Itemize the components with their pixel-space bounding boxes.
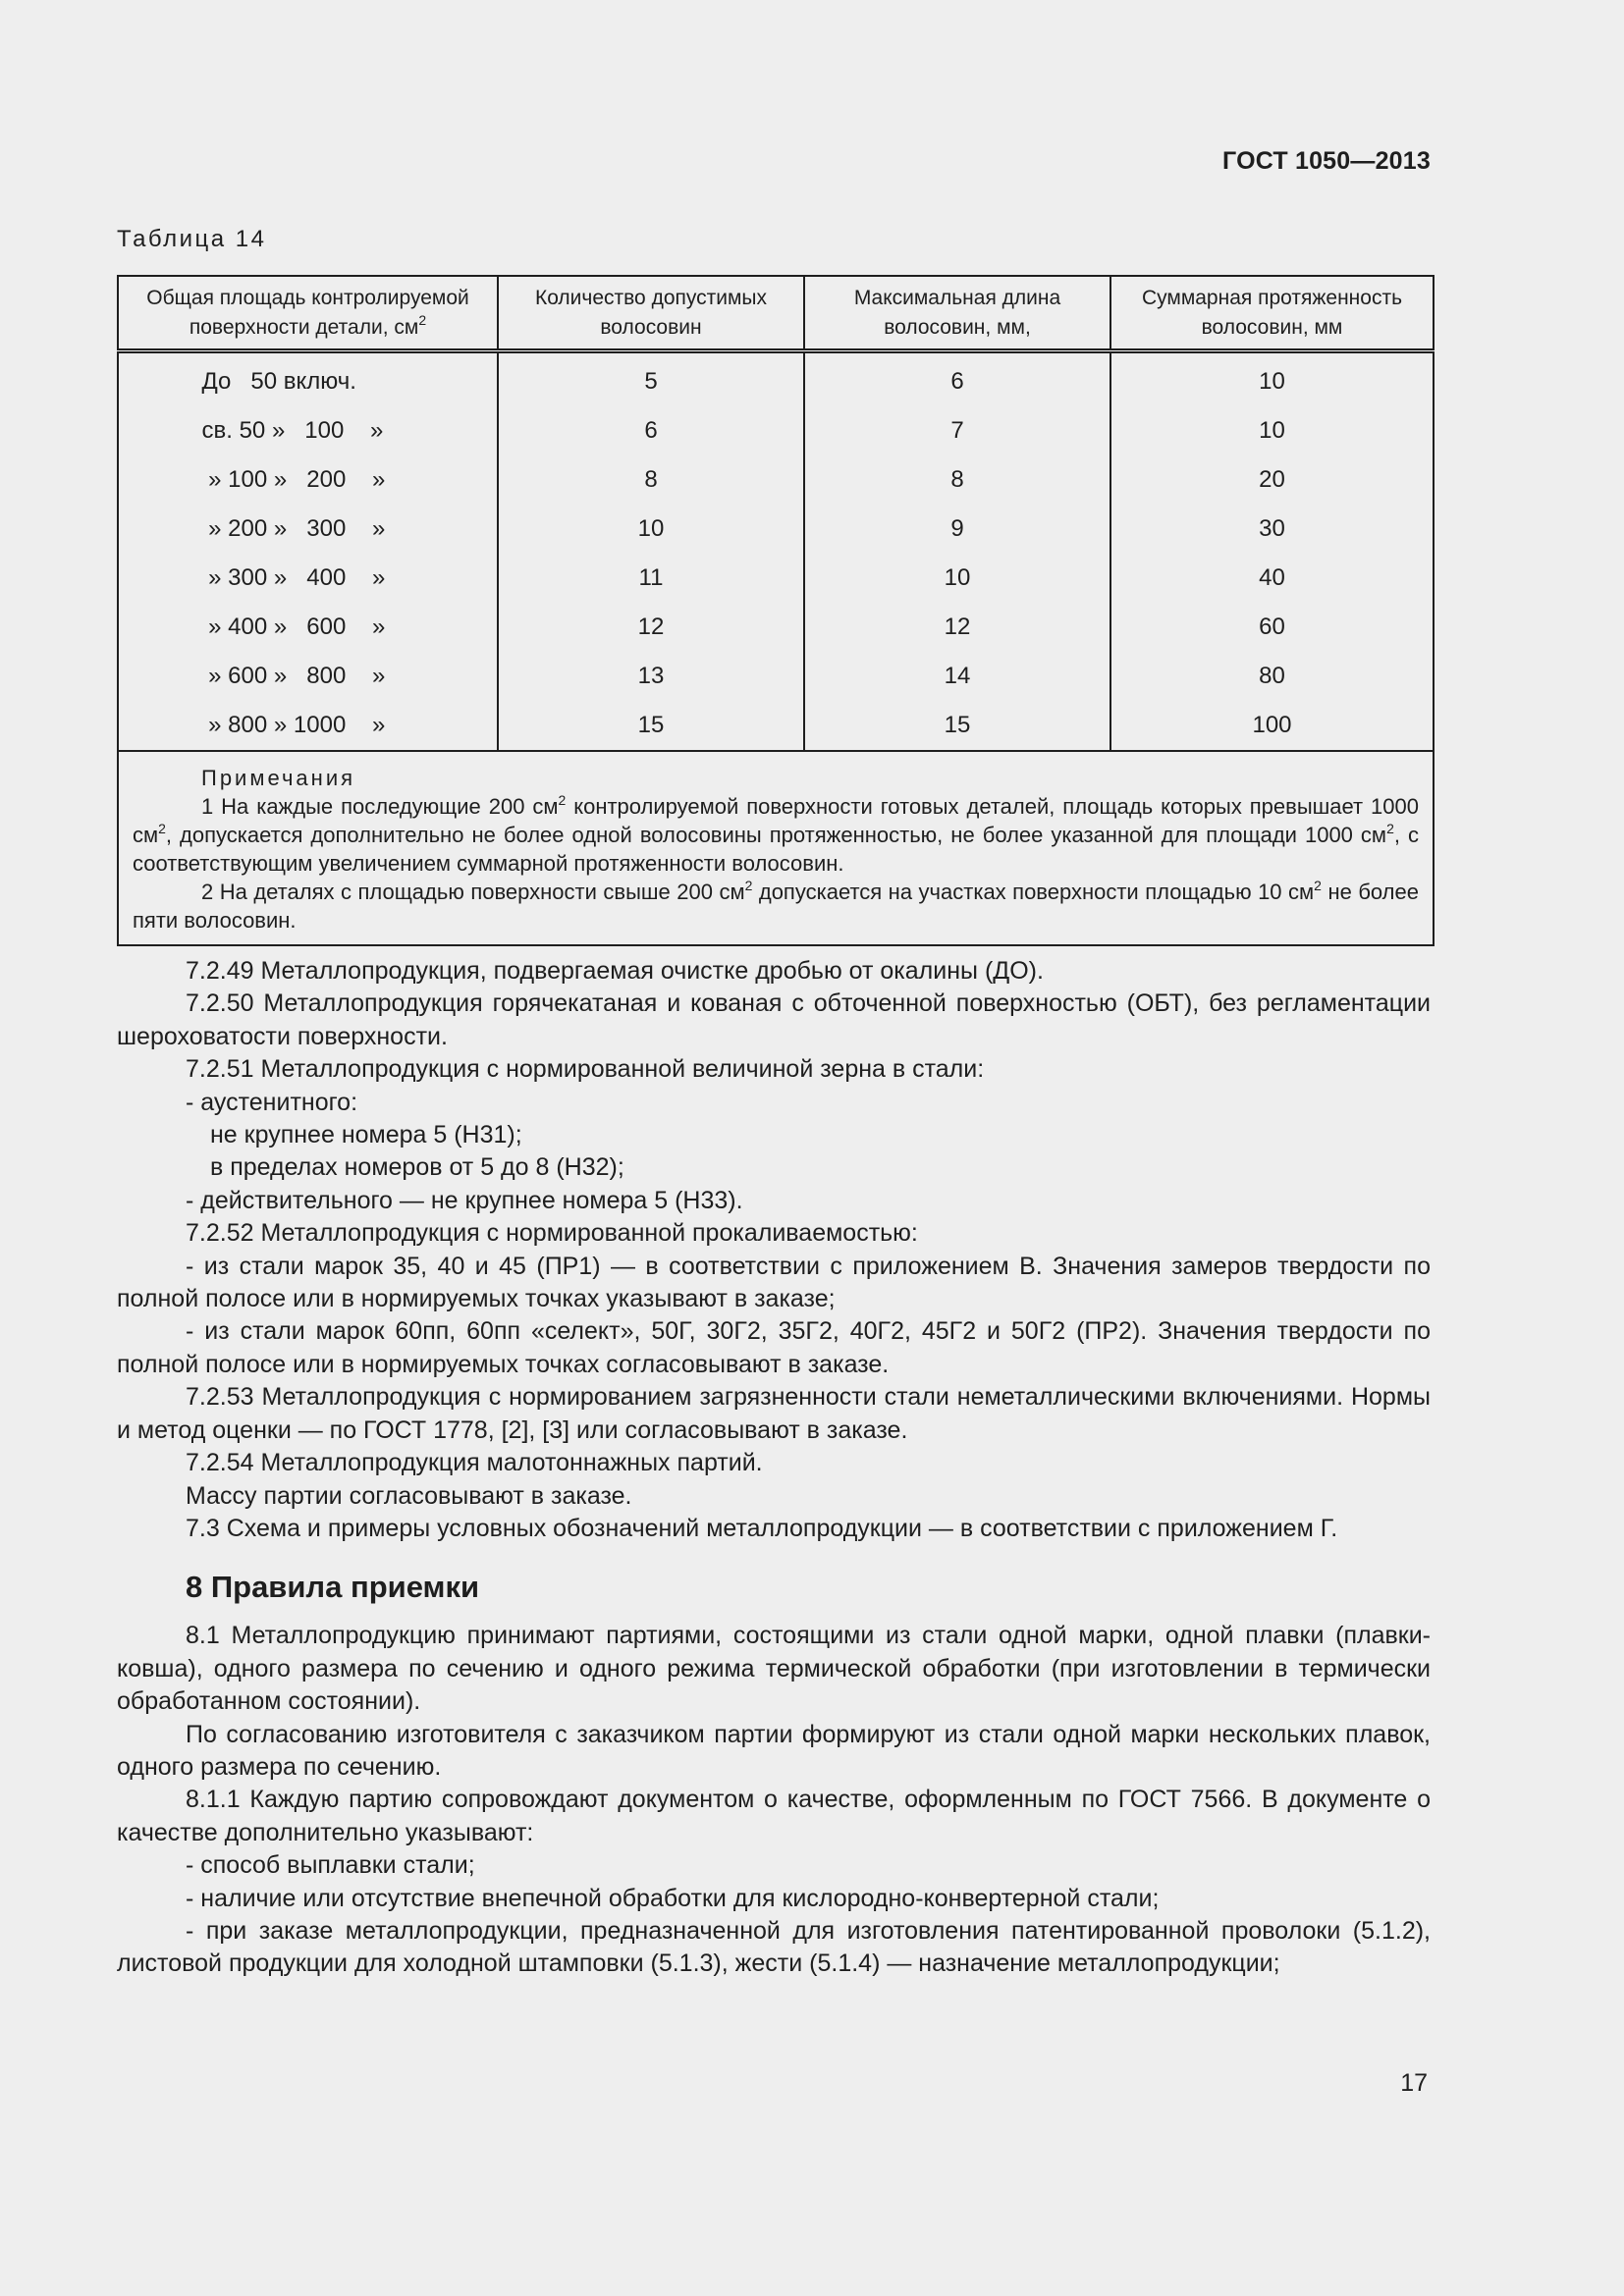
table-row	[118, 505, 1434, 554]
area-range-text: » 300 » 400 »	[201, 564, 386, 591]
table-row	[118, 554, 1434, 603]
col-header-area: Общая площадь контролируемой поверхности детали, $см^2$	[118, 276, 498, 351]
section-heading: 8 Правила приемки	[186, 1570, 480, 1605]
table-header-row	[118, 276, 1434, 351]
paragraph-8-1: 8.1 Металлопродукцию принимают партиями, состоящими из стали одной марки, одной плавки (плавки-ковша), одного размера по сечению и одного режима термической обработки (при изготовлении в термически обработанном состоянии).	[117, 1622, 1431, 1716]
list-subitem: в пределах номеров от 5 до 8 (Н32);	[210, 1153, 624, 1182]
cell-max-length: 7	[804, 406, 1110, 455]
cell-count: 6	[498, 406, 804, 455]
list-item: - аустенитного:	[186, 1088, 358, 1116]
list-item: - из стали марок 60пп, 60пп «селект», 50Г, 30Г2, 35Г2, 40Г2, 45Г2 и 50Г2 (ПР2). Значения твердости по полной полосе или в нормируемых точках согласовывают в заказе.	[117, 1317, 1431, 1378]
document-code: ГОСТ 1050—2013	[1222, 147, 1431, 175]
list-item: - наличие или отсутствие внепечной обработки для кислородно-конвертерной стали;	[186, 1884, 1160, 1912]
list-item: - способ выплавки стали;	[186, 1851, 475, 1880]
cell-total-length: 60	[1110, 603, 1434, 652]
notes-title: Примечания	[201, 766, 356, 790]
cell-max-length: 12	[804, 603, 1110, 652]
table-row	[118, 603, 1434, 652]
note-1: 1 На каждые последующие 200 $см^2$ контролируемой поверхности готовых деталей, площадь которых превышает 1000 $см^2$, допускается дополнительно не более одной волосовины протяженностью, не более указанной для площади 1000 $см^2$, с соответствующим увеличением суммарной протяженности волосовин.	[133, 792, 1419, 876]
cell-area	[118, 406, 498, 455]
col-header-count: Количество допустимых волосовин	[498, 276, 804, 351]
area-range-text: св. 50 » 100 »	[201, 417, 384, 444]
area-range-text: » 400 » 600 »	[201, 614, 386, 640]
area-range-text: » 800 » 1000 »	[201, 712, 386, 738]
cell-count: 15	[498, 701, 804, 751]
cell-max-length: 14	[804, 652, 1110, 701]
cell-count: 10	[498, 505, 804, 554]
cell-count: 12	[498, 603, 804, 652]
cell-total-length: 30	[1110, 505, 1434, 554]
list-item: - из стали марок 35, 40 и 45 (ПР1) — в соответствии с приложением В. Значения замеров твердости по полной полосе или в нормируемых точках указывают в заказе;	[117, 1252, 1431, 1313]
cell-area	[118, 505, 498, 554]
table-notes-row	[118, 751, 1434, 945]
table-row	[118, 652, 1434, 701]
cell-area	[118, 351, 498, 407]
area-range-text: До 50 включ.	[201, 368, 356, 395]
col-header-max-length: Максимальная длина волосовин, мм,	[804, 276, 1110, 351]
list-item: - действительного — не крупнее номера 5 (Н33).	[186, 1186, 743, 1214]
cell-area	[118, 554, 498, 603]
cell-count: 8	[498, 455, 804, 505]
paragraph-8-1-1: 8.1.1 Каждую партию сопровождают документом о качестве, оформленным по ГОСТ 7566. В документе о качестве дополнительно указывают:	[117, 1786, 1431, 1846]
cell-max-length: 10	[804, 554, 1110, 603]
cell-max-length: 9	[804, 505, 1110, 554]
table-row	[118, 351, 1434, 407]
cell-total-length: 10	[1110, 406, 1434, 455]
paragraph-7-2-50: 7.2.50 Металлопродукция горячекатаная и кованая с обточенной поверхностью (ОБТ), без регламентации шероховатости поверхности.	[117, 989, 1431, 1050]
paragraph: По согласованию изготовителя с заказчиком партии формируют из стали одной марки нескольких плавок, одного размера по сечению.	[117, 1720, 1431, 1781]
table-row	[118, 701, 1434, 751]
cell-total-length: 10	[1110, 351, 1434, 407]
paragraph-7-2-54: 7.2.54 Металлопродукция малотоннажных партий.	[186, 1449, 763, 1477]
area-range-text: » 100 » 200 »	[201, 466, 386, 493]
document-body	[117, 955, 1431, 1981]
area-range-text: » 600 » 800 »	[201, 663, 386, 689]
paragraph-7-2-49: 7.2.49 Металлопродукция, подвергаемая очистке дробью от окалины (ДО).	[186, 957, 1044, 985]
table-row	[118, 406, 1434, 455]
table-row	[118, 455, 1434, 505]
cell-area	[118, 455, 498, 505]
table-caption: Таблица 14	[117, 226, 267, 252]
cell-count: 11	[498, 554, 804, 603]
cell-count: 5	[498, 351, 804, 407]
list-subitem: не крупнее номера 5 (Н31);	[210, 1121, 522, 1149]
table-body	[118, 351, 1434, 752]
col-header-total-length: Суммарная протяженность волосовин, мм	[1110, 276, 1434, 351]
cell-total-length: 80	[1110, 652, 1434, 701]
area-range-text: » 200 » 300 »	[201, 515, 386, 542]
cell-max-length: 6	[804, 351, 1110, 407]
cell-total-length: 20	[1110, 455, 1434, 505]
cell-max-length: 15	[804, 701, 1110, 751]
paragraph-7-3: 7.3 Схема и примеры условных обозначений металлопродукции — в соответствии с приложением Г.	[186, 1514, 1338, 1542]
page-number: 17	[1400, 2069, 1428, 2097]
cell-total-length: 100	[1110, 701, 1434, 751]
paragraph-7-2-52: 7.2.52 Металлопродукция с нормированной прокаливаемостью:	[186, 1219, 918, 1248]
hair-defects-table	[117, 275, 1435, 946]
cell-area	[118, 652, 498, 701]
paragraph-7-2-53: 7.2.53 Металлопродукция с нормированием загрязненности стали неметаллическими включениями. Нормы и метод оценки — по ГОСТ 1778, [2], [3] или согласовывают в заказе.	[117, 1383, 1431, 1444]
list-item: - при заказе металлопродукции, предназначенной для изготовления патентированной проволоки (5.1.2), листовой продукции для холодной штамповки (5.1.3), жести (5.1.4) — назначение металлопродукции;	[117, 1916, 1431, 1978]
cell-total-length: 40	[1110, 554, 1434, 603]
cell-max-length: 8	[804, 455, 1110, 505]
paragraph-7-2-51: 7.2.51 Металлопродукция с нормированной величиной зерна в стали:	[186, 1055, 985, 1084]
paragraph: Массу партии согласовывают в заказе.	[186, 1481, 632, 1510]
table-notes	[118, 751, 1434, 945]
cell-count: 13	[498, 652, 804, 701]
note-2: 2 На деталях с площадью поверхности свыше 200 $см^2$ допускается на участках поверхности площадью 10 $см^2$ не более пяти волосовин.	[133, 878, 1419, 933]
cell-area	[118, 701, 498, 751]
cell-area	[118, 603, 498, 652]
